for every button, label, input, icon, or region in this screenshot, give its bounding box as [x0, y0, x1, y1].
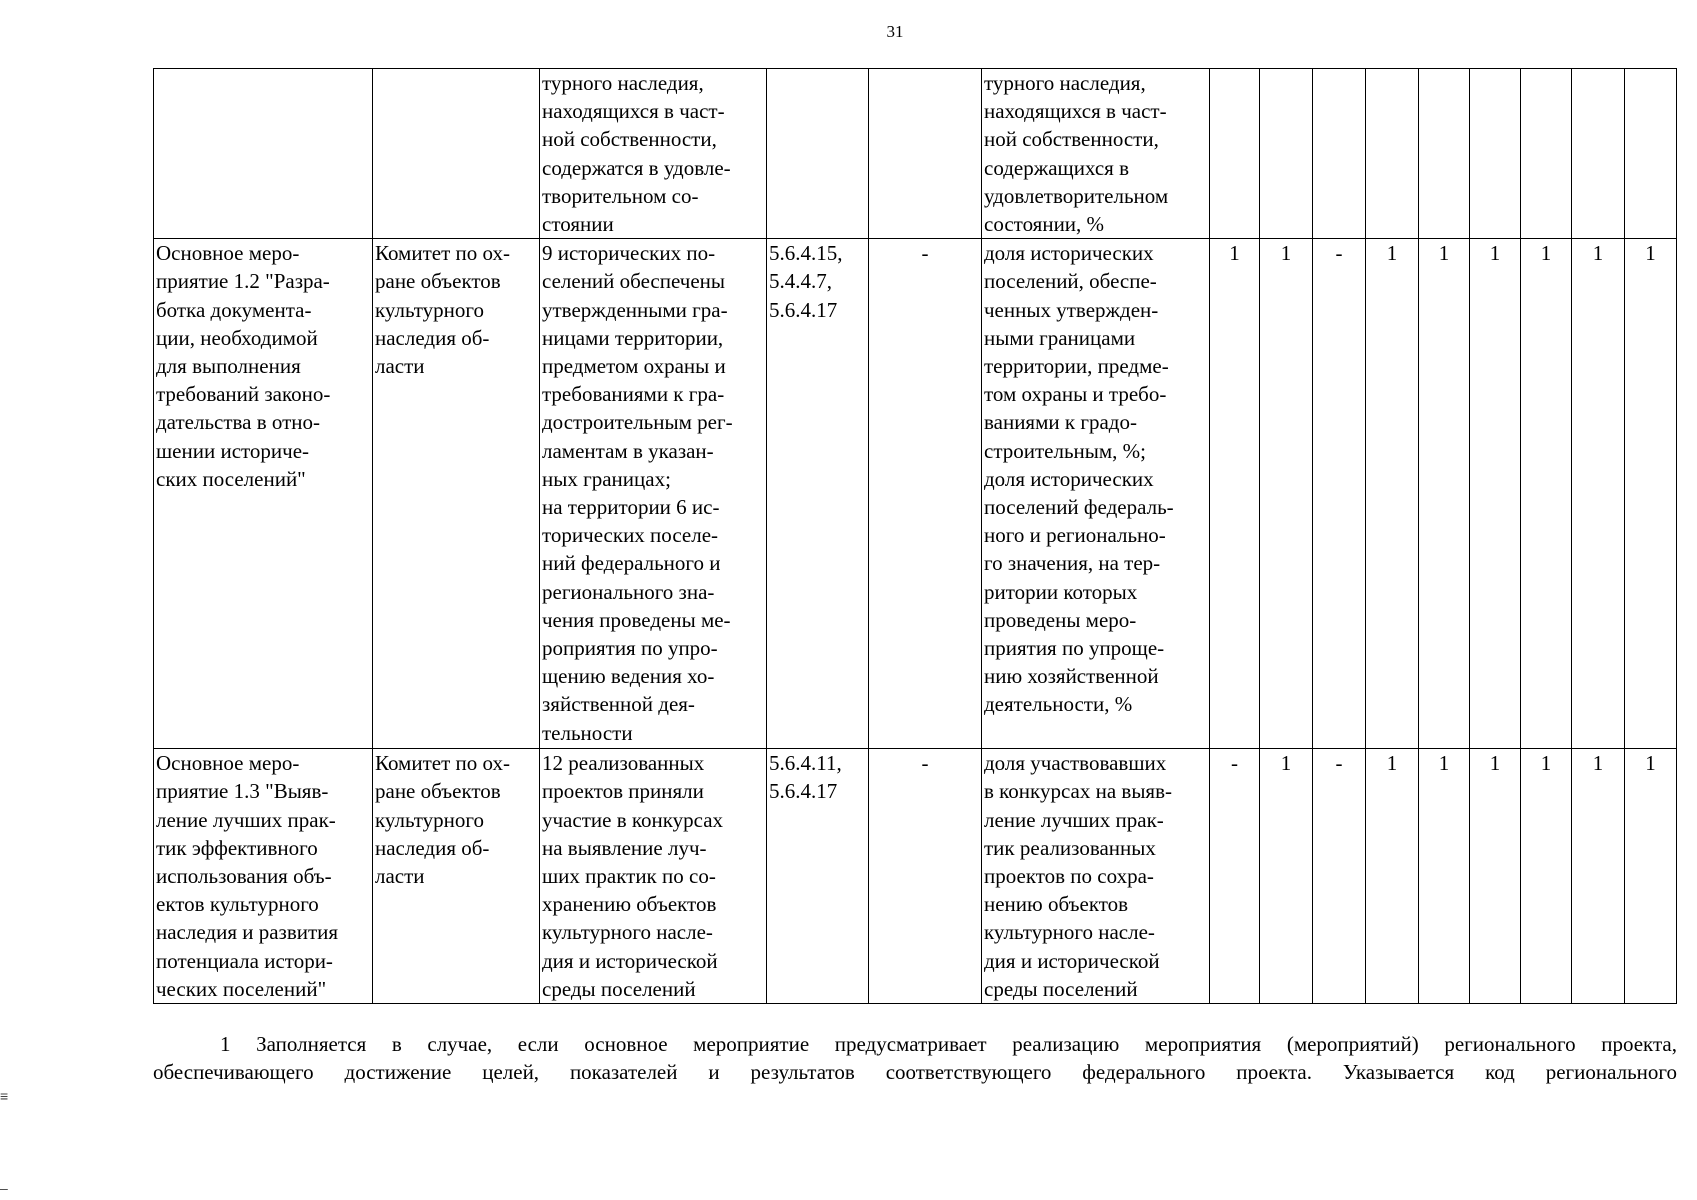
value-cell: 1: [1366, 239, 1419, 749]
result-cell: турного наследия, находящихся в част- ной собственности, содержатся в удовле- творительном со- стоянии: [540, 69, 767, 239]
table-row: [154, 749, 1677, 1004]
value-cell: 1: [1521, 749, 1572, 1004]
value-cell: 1: [1366, 749, 1419, 1004]
value-cell: 1: [1419, 749, 1470, 1004]
value-cell: [1210, 69, 1260, 239]
value-cell: [1366, 69, 1419, 239]
footnote-line: 1 Заполняется в случае, если основное мероприятие предусматривает реализацию мероприятия (мероприятий) регионального проекта,: [220, 1032, 1677, 1056]
value-cell: [1470, 69, 1521, 239]
value-cell: 1: [1521, 239, 1572, 749]
value-cell: 1: [1572, 239, 1625, 749]
value-cell: [1572, 69, 1625, 239]
footnote: [153, 1030, 1677, 1086]
responsible-cell: [373, 69, 540, 239]
value-cell: [1419, 69, 1470, 239]
page-number: 31: [886, 22, 904, 41]
table-row: [154, 69, 1677, 239]
value-cell: 1: [1572, 749, 1625, 1004]
responsible-cell: Комитет по ох- ране объектов культурного наследия об- ласти: [373, 239, 540, 749]
result-cell: 12 реализованных проектов приняли участие в конкурсах на выявление луч- ших практик по со- хранению объектов культурного насле- дия и исторической среды поселений: [540, 749, 767, 1004]
value-cell: [1625, 69, 1677, 239]
margin-mark: ≡: [0, 1088, 9, 1104]
code-cell: [767, 69, 869, 239]
value-cell: [1260, 69, 1313, 239]
indicator-cell: доля участвовавших в конкурсах на выяв- ление лучших прак- тик реализованных проектов по сохра- нению объектов культурного насле- дия и исторической среды поселений: [982, 749, 1210, 1004]
value-cell: [1313, 69, 1366, 239]
value-cell: 1: [1470, 239, 1521, 749]
value-cell: 1: [1260, 239, 1313, 749]
indicator-cell: турного наследия, находящихся в част- ной собственности, содержащихся в удовлетворительном состоянии, %: [982, 69, 1210, 239]
result-cell: 9 исторических по- селений обеспечены утвержденными гра- ницами территории, предметом охраны и требованиями к гра- достроительным рег- ламентам в указан- ных границах; на территории 6 ис- торических поселе- ний федерального и регионального зна- чения проведены ме- роприятия по упро- щению ведения хо- зяйственной дея- тельности: [540, 239, 767, 749]
margin-mark: –: [0, 1180, 8, 1196]
value-cell: [1521, 69, 1572, 239]
value-cell: 1: [1625, 749, 1677, 1004]
value-cell: 1: [1210, 239, 1260, 749]
table-row: [154, 239, 1677, 749]
value-cell: 1: [1470, 749, 1521, 1004]
value-cell: -: [1313, 239, 1366, 749]
code-cell: 5.6.4.15, 5.4.4.7, 5.6.4.17: [767, 239, 869, 749]
value-cell: 1: [1419, 239, 1470, 749]
dash-cell: -: [869, 239, 982, 749]
code-cell: 5.6.4.11, 5.6.4.17: [767, 749, 869, 1004]
footnote-line: обеспечивающего достижение целей, показателей и результатов соответствующего федерального проекта. Указывается код регионального: [153, 1060, 1677, 1084]
event-name-cell: Основное меро- приятие 1.3 "Выяв- ление лучших прак- тик эффективного использования объ- ектов культурного наследия и развития потенциала истори- ческих поселений": [154, 749, 373, 1004]
event-name-cell: Основное меро- приятие 1.2 "Разра- ботка документа- ции, необходимой для выполнения требований законо- дательства в отно- шении историче- ских поселений": [154, 239, 373, 749]
value-cell: -: [1313, 749, 1366, 1004]
value-cell: -: [1210, 749, 1260, 1004]
value-cell: 1: [1260, 749, 1313, 1004]
dash-cell: -: [869, 749, 982, 1004]
value-cell: 1: [1625, 239, 1677, 749]
dash-cell: [869, 69, 982, 239]
event-name-cell: [154, 69, 373, 239]
responsible-cell: Комитет по ох- ране объектов культурного наследия об- ласти: [373, 749, 540, 1004]
indicator-cell: доля исторических поселений, обеспе- ченных утвержден- ными границами территории, предме- том охраны и требо- ваниями к градо- строительным, %; доля исторических поселений федераль- ного и регионально- го значения, на тер- ритории которых проведены меро- приятия по упроще- нию хозяйственной деятельности, %: [982, 239, 1210, 749]
program-table: [153, 68, 1677, 1004]
